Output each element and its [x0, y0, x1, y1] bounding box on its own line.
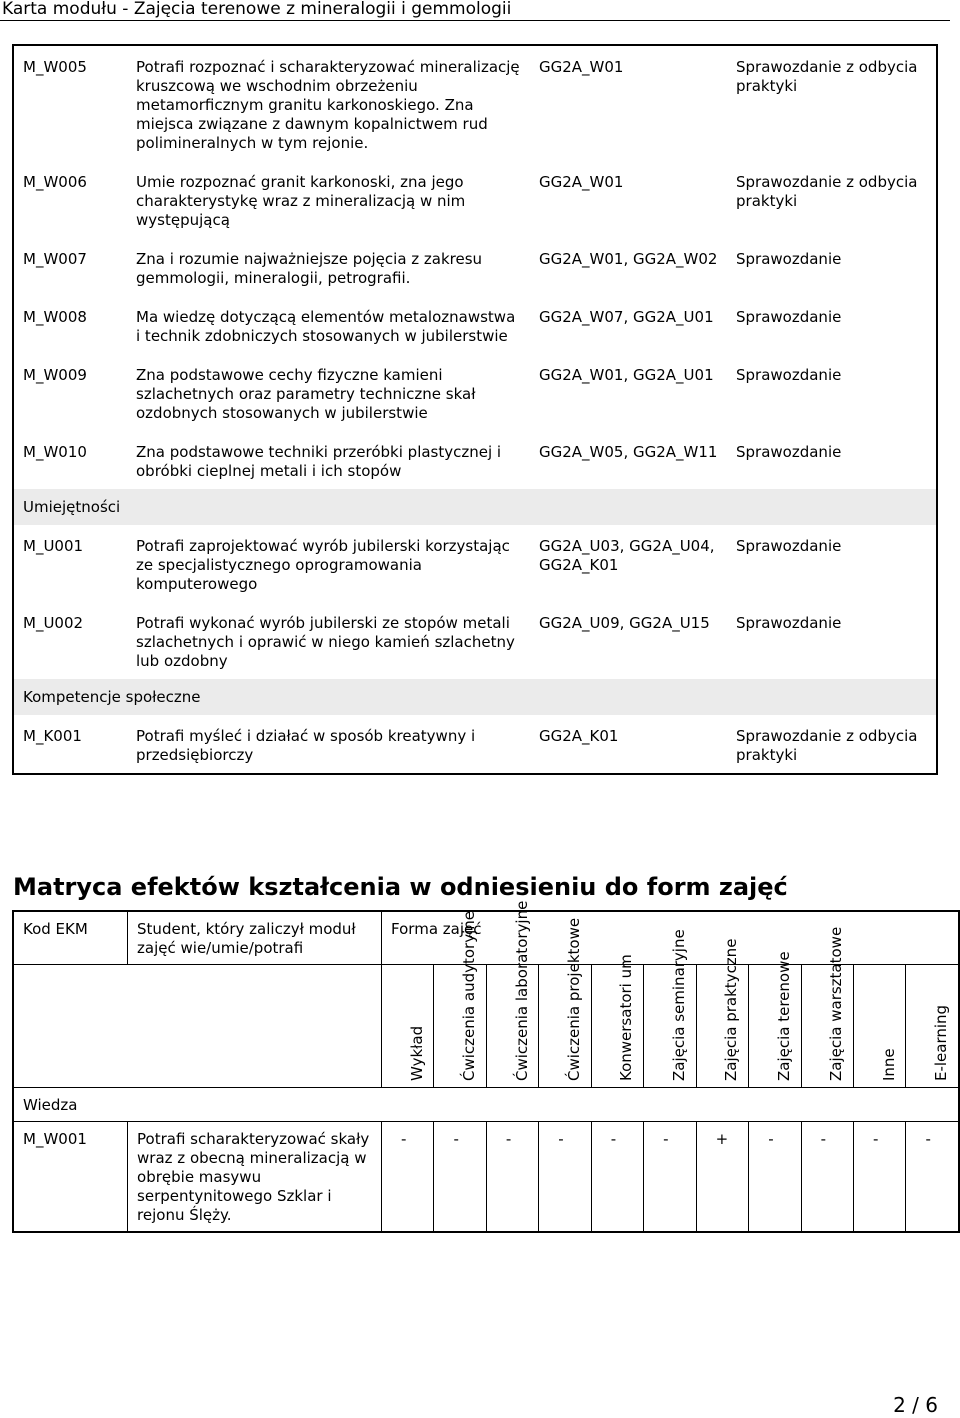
form-header — [539, 917, 591, 1088]
outcome-verification: Sprawozdanie — [736, 308, 842, 326]
row-code: M_W001 — [13, 1122, 128, 1233]
page-number: 2 / 6 — [893, 1393, 938, 1417]
form-header-label: Zajęcia warsztatowe — [827, 926, 846, 1081]
outcome-code: M_W006 — [23, 173, 87, 191]
col-form-header: Forma zajęć — [382, 911, 959, 965]
outcome-reference: GG2A_W01 — [539, 173, 624, 191]
form-mark: - — [801, 1122, 853, 1233]
form-header — [801, 926, 853, 1088]
col-code-header: Kod EKM — [13, 911, 128, 965]
outcome-reference: GG2A_W07, GG2A_U01 — [539, 308, 714, 326]
outcome-reference: GG2A_K01 — [539, 727, 619, 745]
form-mark: + — [696, 1122, 749, 1233]
outcome-description: Umie rozpoznać granit karkonoski, zna jego charakterystykę wraz z mineralizacją w nim występującą — [136, 173, 466, 229]
outcome-row — [13, 238, 937, 296]
form-header-label: Wykład — [407, 1025, 426, 1081]
section-social: Kompetencje społeczne — [13, 679, 937, 715]
form-mark: - — [486, 1122, 538, 1233]
outcome-verification: Sprawozdanie — [736, 443, 842, 461]
form-header — [854, 965, 906, 1088]
form-header-label: Ćwiczenia laboratoryjne — [512, 900, 531, 1081]
outcome-row — [13, 354, 937, 431]
page-header — [0, 0, 950, 21]
outcome-reference: GG2A_W01 — [539, 58, 624, 76]
form-mark: - — [749, 1122, 801, 1233]
matrix-table — [12, 900, 960, 1233]
form-header-label: Inne — [879, 1048, 898, 1081]
outcome-description: Zna podstawowe cechy fizyczne kamieni szlachetnych oraz parametry techniczne skał ozdobnych stosowanych w jubilerstwie — [136, 366, 476, 422]
form-header — [382, 965, 434, 1088]
matrix-title: Matryca efektów kształcenia w odniesieniu do form zajęć — [13, 873, 788, 901]
form-header — [906, 965, 959, 1088]
outcome-row — [13, 602, 937, 679]
form-header — [486, 900, 538, 1088]
outcome-reference: GG2A_W01, GG2A_W02 — [539, 250, 718, 268]
form-mark: - — [644, 1122, 696, 1233]
outcome-verification: Sprawozdanie — [736, 250, 842, 268]
form-header-label: E-learning — [932, 1004, 951, 1081]
form-header — [749, 951, 801, 1088]
outcome-row — [13, 525, 937, 602]
outcome-description: Potrafi zaprojektować wyrób jubilerski korzystając ze specjalistycznego oprogramowania komputerowego — [136, 537, 510, 593]
outcome-row — [13, 296, 937, 354]
outcomes-table — [12, 44, 938, 775]
form-header — [591, 954, 643, 1088]
outcome-verification: Sprawozdanie — [736, 537, 842, 555]
form-mark: - — [906, 1122, 959, 1233]
outcome-code: M_W008 — [23, 308, 87, 326]
outcome-description: Potrafi wykonać wyrób jubilerski ze stopów metali szlachetnych i oprawić w niego kamień szlachetny lub ozdobny — [136, 614, 515, 670]
form-header — [696, 938, 749, 1088]
module-title: Karta modułu - Zajęcia terenowe z mineralogii i gemmologii — [2, 0, 512, 19]
outcome-reference: GG2A_U09, GG2A_U15 — [539, 614, 710, 632]
outcome-row — [13, 161, 937, 238]
outcome-verification: Sprawozdanie z odbycia praktyki — [736, 727, 918, 764]
outcome-row — [13, 45, 937, 161]
outcome-code: M_W005 — [23, 58, 87, 76]
outcome-description: Zna i rozumie najważniejsze pojęcia z zakresu gemmologii, mineralogii, petrografii. — [136, 250, 483, 287]
outcome-code: M_W009 — [23, 366, 87, 384]
outcome-description: Potrafi myśleć i działać w sposób kreatywny i przedsiębiorczy — [136, 727, 476, 764]
outcome-description: Zna podstawowe techniki przeróbki plastycznej i obróbki cieplnej metali i ich stopów — [136, 443, 502, 480]
outcome-reference: GG2A_U03, GG2A_U04, GG2A_K01 — [539, 537, 715, 574]
outcome-description: Ma wiedzę dotyczącą elementów metaloznawstwa i technik zdobniczych stosowanych w jubilerstwie — [136, 308, 516, 345]
outcome-description: Potrafi rozpoznać i scharakteryzować mineralizację kruszcową we wschodnim obrzeżeniu metamorficznym granitu karkonoskiego. Zna miejsca związane z dawnym kopalnictwem rud polimineralnych w tym rejonie. — [136, 58, 520, 152]
form-mark: - — [854, 1122, 906, 1233]
outcome-verification: Sprawozdanie — [736, 614, 842, 632]
outcome-row — [13, 431, 937, 489]
form-header-label: Ćwiczenia audytoryjne — [460, 911, 479, 1081]
outcome-verification: Sprawozdanie — [736, 366, 842, 384]
outcome-code: M_W007 — [23, 250, 87, 268]
section-skills: Umiejętności — [13, 489, 937, 525]
form-header — [644, 929, 696, 1088]
outcome-code: M_U002 — [23, 614, 84, 632]
outcome-code: M_W010 — [23, 443, 87, 461]
form-header-label: Ćwiczenia projektowe — [565, 917, 583, 1081]
outcome-code: M_U001 — [23, 537, 84, 555]
outcome-reference: GG2A_W01, GG2A_U01 — [539, 366, 714, 384]
col-student-header: Student, który zaliczył moduł zajęć wie/umie/potrafi — [128, 911, 382, 965]
section-knowledge: Wiedza — [13, 1088, 959, 1122]
row-desc: Potrafi scharakteryzować skały wraz z obecną mineralizacją w obrębie masywu serpentynitowego Szklar i rejonu Ślęży. — [128, 1122, 382, 1233]
form-header-label: Zajęcia seminaryjne — [669, 929, 688, 1081]
outcome-row — [13, 715, 937, 774]
outcome-code: M_K001 — [23, 727, 82, 745]
outcome-verification: Sprawozdanie z odbycia praktyki — [736, 173, 918, 210]
form-mark: - — [382, 1122, 434, 1233]
form-header-label: Zajęcia terenowe — [774, 951, 793, 1081]
form-mark: - — [539, 1122, 591, 1233]
form-mark: - — [591, 1122, 643, 1233]
form-header-label: Zajęcia praktyczne — [722, 938, 741, 1081]
outcome-verification: Sprawozdanie z odbycia praktyki — [736, 58, 918, 95]
form-header-label: Konwersatori um — [617, 954, 636, 1081]
form-mark: - — [434, 1122, 486, 1233]
blank-header — [13, 965, 382, 1088]
outcome-reference: GG2A_W05, GG2A_W11 — [539, 443, 718, 461]
